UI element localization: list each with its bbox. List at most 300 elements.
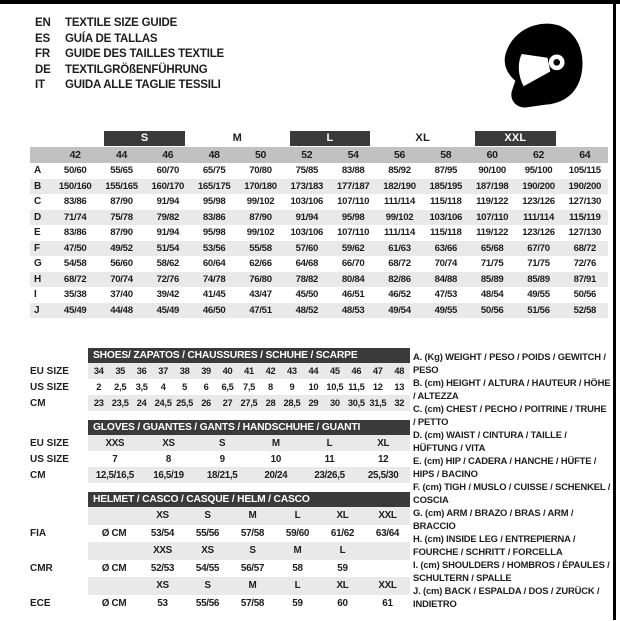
measurement-value: 44/48 bbox=[110, 304, 133, 316]
shoe-size-value: 10,5 bbox=[326, 382, 344, 392]
measurement-value: 91/94 bbox=[295, 211, 319, 223]
measurement-value: 107/110 bbox=[337, 196, 370, 208]
size-number-row bbox=[30, 147, 608, 163]
measurement-value: 115/119 bbox=[569, 211, 601, 223]
measurement-value: 50/56 bbox=[480, 304, 504, 316]
measurement-value: 35/38 bbox=[63, 289, 87, 301]
helmet-size-value: L bbox=[294, 580, 301, 592]
size-number: 46 bbox=[162, 149, 174, 161]
shoe-size-value: 47 bbox=[372, 366, 383, 376]
shoe-size-value: 34 bbox=[93, 366, 104, 376]
helmet-size-value: 59 bbox=[292, 597, 303, 609]
measurement-value: 82/86 bbox=[388, 273, 411, 285]
language-title: TEXTILE SIZE GUIDE bbox=[65, 17, 178, 29]
measurement-value: 87/91 bbox=[573, 273, 597, 285]
measurement-value: 41/45 bbox=[202, 289, 226, 301]
measurement-value: 53/56 bbox=[202, 242, 226, 254]
table-row bbox=[30, 225, 608, 241]
measurement-rows bbox=[30, 163, 608, 318]
measurement-value: 83/86 bbox=[202, 211, 226, 223]
helmet-size-value: M bbox=[293, 545, 302, 557]
glove-size-value: S bbox=[219, 437, 226, 449]
measurement-value: 45/49 bbox=[156, 304, 180, 316]
table-row bbox=[30, 256, 608, 272]
language-code: IT bbox=[35, 79, 45, 92]
row-label bbox=[30, 577, 88, 595]
measurement-value: 105/115 bbox=[568, 165, 601, 177]
top-border-line bbox=[0, 0, 620, 4]
size-number: 64 bbox=[579, 149, 591, 161]
measurement-value: 85/89 bbox=[527, 273, 550, 285]
shoe-size-value: 2,5 bbox=[114, 382, 127, 392]
measurement-value: 49/55 bbox=[527, 289, 550, 301]
shoes-header bbox=[30, 348, 410, 363]
helmet-size-value: M bbox=[248, 510, 257, 522]
row-letter: A bbox=[34, 165, 42, 177]
size-group-label: M bbox=[232, 132, 243, 144]
glove-size-value: XS bbox=[162, 437, 175, 449]
measurement-value: 99/102 bbox=[246, 227, 275, 239]
shoes-title-bar: SHOES/ ZAPATOS / CHAUSSURES / SCHUHE / SCARPE bbox=[88, 348, 410, 363]
shoe-size-value: 5 bbox=[182, 382, 188, 392]
helmet-size-value: L bbox=[294, 510, 301, 522]
row-label: US SIZE bbox=[30, 453, 69, 465]
row-letter: I bbox=[34, 289, 37, 301]
measurement-value: 123/126 bbox=[522, 196, 555, 208]
measurement-value: 70/80 bbox=[249, 165, 272, 177]
shoe-size-value: 28,5 bbox=[283, 398, 301, 408]
language-code: ES bbox=[35, 32, 50, 45]
language-title: GUIDA ALLE TAGLIE TESSILI bbox=[65, 79, 221, 92]
glove-size-value: 9 bbox=[219, 453, 225, 465]
legend-item: F. (cm) TIGH / MUSLO / CUISSE / SCHENKEL / COSCIA bbox=[413, 481, 611, 505]
legend-item: C. (cm) CHEST / PECHO / POITRINE / TRUHE / PETTO bbox=[413, 403, 607, 427]
measurement-value: 95/98 bbox=[202, 196, 226, 208]
legend-item: G. (cm) ARM / BRAZO / BRAS / ARM / BRACCIO bbox=[413, 507, 574, 531]
shoe-size-value: 28 bbox=[265, 398, 276, 408]
measurement-value: 103/106 bbox=[290, 227, 324, 239]
row-letter: E bbox=[34, 227, 41, 239]
shoe-size-value: 6,5 bbox=[221, 382, 234, 392]
row-letter: J bbox=[34, 304, 40, 316]
measurement-value: 165/175 bbox=[197, 180, 231, 192]
table-row bbox=[30, 179, 608, 195]
measurement-value: 67/70 bbox=[527, 242, 550, 254]
measurement-value: 190/200 bbox=[568, 180, 602, 192]
language-title: GUIDE DES TAILLES TEXTILE bbox=[65, 48, 224, 61]
language-line bbox=[35, 32, 224, 48]
legend-item: I. (cm) SHOULDERS / HOMBROS / ÉPAULES / SCHULTERN / SPALLE bbox=[413, 559, 610, 583]
glove-size-value: L bbox=[326, 437, 333, 449]
shoes-table bbox=[30, 348, 410, 411]
measurement-value: 127/130 bbox=[568, 227, 602, 239]
helmet-size-value: XL bbox=[336, 510, 349, 522]
measurement-value: 51/56 bbox=[527, 304, 550, 316]
table-row bbox=[30, 435, 410, 451]
measurement-value: 49/55 bbox=[434, 304, 458, 316]
measurement-value: 99/102 bbox=[246, 196, 275, 208]
helmet-size-value: L bbox=[339, 545, 346, 557]
table-row bbox=[30, 272, 608, 288]
table-row bbox=[30, 525, 410, 543]
measurement-value: 91/94 bbox=[156, 227, 180, 239]
measurement-value: 115/118 bbox=[430, 196, 462, 208]
row-letter: G bbox=[34, 258, 42, 270]
measurement-value: 111/114 bbox=[522, 211, 554, 223]
shoe-size-value: 38 bbox=[179, 366, 190, 376]
row-label: CM bbox=[30, 469, 46, 481]
table-row bbox=[30, 467, 410, 483]
shoe-size-value: 32 bbox=[394, 398, 405, 408]
measurement-value: 76/80 bbox=[249, 273, 272, 285]
glove-size-value: 7 bbox=[112, 453, 118, 465]
glove-size-value: 23/26,5 bbox=[314, 469, 345, 481]
size-number: 52 bbox=[301, 149, 313, 161]
shoe-size-value: 30,5 bbox=[347, 398, 365, 408]
measurement-value: 49/54 bbox=[388, 304, 411, 316]
measurement-value: 103/106 bbox=[429, 211, 463, 223]
measurement-value: 87/90 bbox=[110, 196, 133, 208]
helmet-size-value: XS bbox=[156, 580, 169, 592]
measurement-value: 62/66 bbox=[249, 258, 272, 270]
measurement-value: 66/70 bbox=[341, 258, 365, 270]
size-number: 56 bbox=[393, 149, 406, 161]
shoe-size-value: 24,5 bbox=[154, 398, 172, 408]
row-label: EU SIZE bbox=[30, 365, 69, 377]
shoe-size-value: 12 bbox=[372, 382, 383, 392]
glove-size-value: 10 bbox=[270, 453, 281, 465]
helmet-size-value: 59 bbox=[337, 562, 348, 574]
language-title-block bbox=[35, 16, 224, 94]
measurement-value: 150/160 bbox=[58, 180, 92, 192]
row-label: ECE bbox=[30, 597, 51, 609]
measurement-value: 46/50 bbox=[202, 304, 226, 316]
measurement-value: 160/170 bbox=[151, 180, 185, 192]
row-letter: F bbox=[34, 242, 41, 254]
row-label: US SIZE bbox=[30, 381, 69, 393]
right-border-line bbox=[613, 0, 616, 620]
legend-item: H. (cm) INSIDE LEG / ENTREPIERNA / FOURCHE / SCHRITT / FORCELLA bbox=[413, 533, 576, 557]
measurement-value: 79/82 bbox=[156, 211, 180, 223]
table-row bbox=[30, 241, 608, 257]
measurement-value: 49/52 bbox=[110, 242, 133, 254]
language-line bbox=[35, 16, 224, 32]
helmet-size-value: 55/56 bbox=[195, 527, 220, 539]
row-letter: B bbox=[34, 180, 42, 192]
shoe-size-value: 23 bbox=[93, 398, 104, 408]
measurement-value: 56/60 bbox=[110, 258, 133, 270]
measurement-value: 87/90 bbox=[249, 211, 272, 223]
legend-item: B. (cm) HEIGHT / ALTURA / HAUTEUR / HÖHE / ALTEZZA bbox=[413, 377, 611, 401]
measurement-value: 52/58 bbox=[573, 304, 597, 316]
shoe-size-value: 46 bbox=[351, 366, 362, 376]
measurement-value: 99/102 bbox=[385, 211, 414, 223]
measurement-value: 64/68 bbox=[295, 258, 319, 270]
measurement-value: 91/94 bbox=[156, 196, 180, 208]
language-code: FR bbox=[35, 48, 50, 61]
measurement-value: 55/65 bbox=[110, 165, 133, 177]
gloves-table bbox=[30, 420, 410, 483]
table-row bbox=[30, 577, 410, 595]
helmet-size-value: 61/62 bbox=[330, 527, 355, 539]
table-row bbox=[30, 303, 608, 319]
table-row bbox=[30, 542, 410, 560]
accessory-tables bbox=[30, 348, 410, 621]
measurement-value: 70/74 bbox=[110, 273, 133, 285]
helmet-size-value: 61 bbox=[382, 597, 393, 609]
measurement-value: 123/126 bbox=[522, 227, 555, 239]
measurement-value: 47/53 bbox=[434, 289, 458, 301]
measurement-value: 65/68 bbox=[480, 242, 504, 254]
measurement-value: 170/180 bbox=[244, 180, 277, 192]
helmet-size-value: 55/56 bbox=[195, 597, 220, 609]
helmet-size-value: M bbox=[248, 580, 257, 592]
size-number: 48 bbox=[208, 149, 220, 161]
row-label: CMR bbox=[30, 562, 53, 574]
measurement-value: 78/82 bbox=[295, 273, 319, 285]
helmet-size-value: 54/55 bbox=[195, 562, 220, 574]
measurement-value: 57/60 bbox=[295, 242, 319, 254]
measurement-value: 60/70 bbox=[156, 165, 180, 177]
measurement-value: 185/195 bbox=[429, 180, 463, 192]
measurement-value: 46/52 bbox=[388, 289, 411, 301]
measurement-value: 83/86 bbox=[63, 227, 87, 239]
helmet-header bbox=[30, 492, 410, 507]
helmet-size-value: 57/58 bbox=[240, 597, 265, 609]
helmet-size-value: 60 bbox=[337, 597, 348, 609]
shoe-size-value: 29 bbox=[308, 398, 319, 408]
helmet-title-bar: HELMET / CASCO / CASQUE / HELM / CASCO bbox=[88, 492, 410, 507]
shoe-size-value: 36 bbox=[136, 366, 147, 376]
size-number: 50 bbox=[254, 149, 267, 161]
measurement-value: 50/56 bbox=[573, 289, 597, 301]
row-label: EU SIZE bbox=[30, 437, 69, 449]
measurement-value: 43/47 bbox=[249, 289, 272, 301]
measurement-value: 87/95 bbox=[434, 165, 458, 177]
shoe-size-value: 27,5 bbox=[240, 398, 258, 408]
measurement-value: 75/85 bbox=[295, 165, 319, 177]
shoe-size-value: 4 bbox=[160, 382, 166, 392]
table-row bbox=[30, 287, 608, 303]
racing-helmet-icon bbox=[492, 20, 592, 112]
measurement-value: 111/114 bbox=[383, 227, 415, 239]
glove-size-value: 8 bbox=[165, 453, 172, 465]
measurement-value: 119/122 bbox=[476, 227, 509, 239]
helmet-size-value: S bbox=[249, 545, 256, 557]
shoe-size-value: 24 bbox=[136, 398, 147, 408]
measurement-value: 72/76 bbox=[156, 273, 180, 285]
measurement-value: 107/110 bbox=[476, 211, 509, 223]
measurement-value: 48/53 bbox=[341, 304, 365, 316]
measurement-value: 45/49 bbox=[63, 304, 87, 316]
measurement-value: 190/200 bbox=[522, 180, 555, 192]
measurement-value: 115/118 bbox=[430, 227, 462, 239]
measurement-value: 111/114 bbox=[383, 196, 415, 208]
measurement-value: 45/50 bbox=[295, 289, 319, 301]
helmet-table bbox=[30, 492, 410, 612]
size-number: 44 bbox=[115, 149, 128, 161]
helmet-size-value: 53 bbox=[157, 597, 168, 609]
row-letter: C bbox=[34, 196, 42, 208]
measurement-value: 182/190 bbox=[383, 180, 416, 192]
shoe-size-value: 3,5 bbox=[135, 382, 148, 392]
helmet-size-value: XXS bbox=[153, 545, 172, 557]
shoe-size-value: 27 bbox=[222, 398, 233, 408]
shoe-size-value: 37 bbox=[158, 366, 168, 376]
shoe-size-value: 43 bbox=[287, 366, 297, 376]
shoe-size-value: 7,5 bbox=[242, 382, 255, 392]
size-group-label: S bbox=[104, 131, 185, 146]
row-letter: D bbox=[34, 211, 42, 223]
table-row bbox=[30, 194, 608, 210]
shoe-size-value: 39 bbox=[201, 366, 211, 376]
measurement-value: 95/100 bbox=[524, 165, 553, 177]
table-row bbox=[30, 163, 608, 179]
measurement-value: 50/60 bbox=[63, 165, 87, 177]
measurement-value: 80/84 bbox=[341, 273, 365, 285]
measurement-value: 187/198 bbox=[475, 180, 509, 192]
measurement-value: 60/64 bbox=[202, 258, 226, 270]
measurement-value: 46/51 bbox=[341, 289, 365, 301]
language-line bbox=[35, 78, 224, 94]
measurement-value: 68/72 bbox=[388, 258, 411, 270]
gloves-title-bar: GLOVES / GUANTES / GANTS / HANDSCHUHE / GUANTI bbox=[88, 420, 410, 435]
measurement-value: 75/78 bbox=[110, 211, 133, 223]
shoe-size-value: 48 bbox=[394, 366, 405, 376]
shoe-size-value: 13 bbox=[394, 382, 405, 392]
measurement-value: 68/72 bbox=[573, 242, 597, 254]
table-row bbox=[30, 560, 410, 578]
shoe-size-value: 9 bbox=[289, 382, 295, 392]
size-group-label: L bbox=[290, 131, 371, 146]
glove-size-value: 20/24 bbox=[264, 469, 288, 481]
language-line bbox=[35, 47, 224, 63]
row-label: FIA bbox=[30, 527, 47, 539]
measurement-value: 39/42 bbox=[156, 289, 180, 301]
helmet-size-value: 53/54 bbox=[150, 527, 175, 539]
language-line bbox=[35, 63, 224, 79]
measurement-value: 70/74 bbox=[434, 258, 458, 270]
helmet-size-value: Ø CM bbox=[101, 562, 127, 574]
glove-size-value: XXS bbox=[105, 437, 125, 449]
legend-item: J. (cm) BACK / ESPALDA / DOS / ZURÜCK / INDIETRO bbox=[413, 585, 600, 609]
glove-size-value: 25,5/30 bbox=[367, 469, 399, 481]
measurement-value: 85/89 bbox=[480, 273, 504, 285]
helmet-size-value: 57/58 bbox=[240, 527, 265, 539]
measurement-value: 119/122 bbox=[476, 196, 509, 208]
shoe-size-value: 40 bbox=[222, 366, 233, 376]
measurement-value: 74/78 bbox=[202, 273, 226, 285]
shoe-size-value: 11,5 bbox=[348, 382, 365, 392]
glove-size-value: 12 bbox=[378, 453, 389, 465]
language-title: GUÍA DE TALLAS bbox=[65, 32, 158, 45]
helmet-size-value: XXL bbox=[378, 510, 397, 522]
shoe-size-value: 41 bbox=[244, 366, 254, 376]
measurement-value: 51/54 bbox=[156, 242, 180, 254]
measurement-legend bbox=[413, 350, 611, 610]
measurement-value: 103/106 bbox=[290, 196, 324, 208]
measurement-value: 65/75 bbox=[202, 165, 226, 177]
helmet-size-value: 58 bbox=[292, 562, 303, 574]
shoe-size-value: 31,5 bbox=[369, 398, 387, 408]
shoe-size-value: 26 bbox=[201, 398, 211, 408]
measurement-value: 71/75 bbox=[480, 258, 504, 270]
row-label bbox=[30, 507, 88, 525]
measurement-value: 85/92 bbox=[388, 165, 411, 177]
garment-size-table bbox=[30, 129, 608, 318]
helmet-size-value: 52/53 bbox=[150, 562, 175, 574]
table-row bbox=[30, 507, 410, 525]
measurement-value: 87/90 bbox=[110, 227, 133, 239]
measurement-value: 83/88 bbox=[341, 165, 365, 177]
shoe-size-value: 42 bbox=[265, 366, 276, 376]
row-letter: H bbox=[34, 273, 42, 285]
table-row bbox=[30, 395, 410, 411]
glove-size-value: 11 bbox=[324, 453, 335, 465]
size-group-label: XXL bbox=[475, 131, 556, 146]
helmet-size-value: XL bbox=[336, 580, 349, 592]
measurement-value: 84/88 bbox=[434, 273, 458, 285]
glove-size-value: 16,5/19 bbox=[153, 469, 184, 481]
measurement-value: 90/100 bbox=[478, 165, 506, 177]
measurement-value: 71/75 bbox=[527, 258, 550, 270]
measurement-value: 177/187 bbox=[336, 180, 370, 192]
shoe-size-value: 8 bbox=[268, 382, 273, 392]
measurement-value: 58/62 bbox=[156, 258, 180, 270]
measurement-value: 83/86 bbox=[63, 196, 87, 208]
helmet-size-value: XS bbox=[201, 545, 214, 557]
helmet-size-value: Ø CM bbox=[101, 597, 127, 609]
measurement-value: 173/183 bbox=[290, 180, 324, 192]
measurement-value: 72/76 bbox=[573, 258, 597, 270]
helmet-size-value: 59/60 bbox=[285, 527, 310, 539]
size-number: 62 bbox=[532, 149, 545, 161]
shoe-size-value: 10 bbox=[308, 382, 319, 392]
shoe-size-value: 23,5 bbox=[111, 398, 129, 408]
table-row bbox=[30, 363, 410, 379]
language-code: DE bbox=[35, 63, 51, 76]
helmet-size-value: 63/64 bbox=[375, 527, 400, 539]
table-row bbox=[30, 451, 410, 467]
measurement-value: 48/54 bbox=[480, 289, 504, 301]
measurement-value: 55/58 bbox=[249, 242, 272, 254]
measurement-value: 48/52 bbox=[295, 304, 319, 316]
size-number: 58 bbox=[440, 149, 452, 161]
helmet-size-value: S bbox=[204, 510, 211, 522]
legend-item: D. (cm) WAIST / CINTURA / TAILLE / HÜFTUNG / VITA bbox=[413, 429, 567, 453]
measurement-value: 59/62 bbox=[341, 242, 365, 254]
measurement-value: 107/110 bbox=[337, 227, 370, 239]
measurement-value: 54/58 bbox=[63, 258, 87, 270]
shoe-size-value: 2 bbox=[96, 382, 102, 392]
size-group-label: XL bbox=[415, 132, 430, 144]
legend-item: A. (Kg) WEIGHT / PESO / POIDS / GEWITCH / PESO bbox=[413, 351, 606, 375]
row-label: CM bbox=[30, 397, 46, 409]
shoe-size-value: 30 bbox=[329, 398, 340, 408]
measurement-value: 71/74 bbox=[63, 211, 87, 223]
measurement-value: 61/63 bbox=[388, 242, 411, 254]
helmet-size-value: S bbox=[204, 580, 211, 592]
measurement-value: 68/72 bbox=[63, 273, 87, 285]
measurement-value: 127/130 bbox=[568, 196, 602, 208]
table-row bbox=[30, 210, 608, 226]
language-title: TEXTILGRÖßENFÜHRUNG bbox=[65, 63, 208, 76]
shoe-size-value: 45 bbox=[329, 366, 340, 376]
glove-size-value: XL bbox=[377, 437, 390, 449]
row-label bbox=[30, 542, 88, 560]
glove-size-value: 18/21,5 bbox=[206, 469, 238, 481]
helmet-size-value: XXL bbox=[378, 580, 397, 592]
